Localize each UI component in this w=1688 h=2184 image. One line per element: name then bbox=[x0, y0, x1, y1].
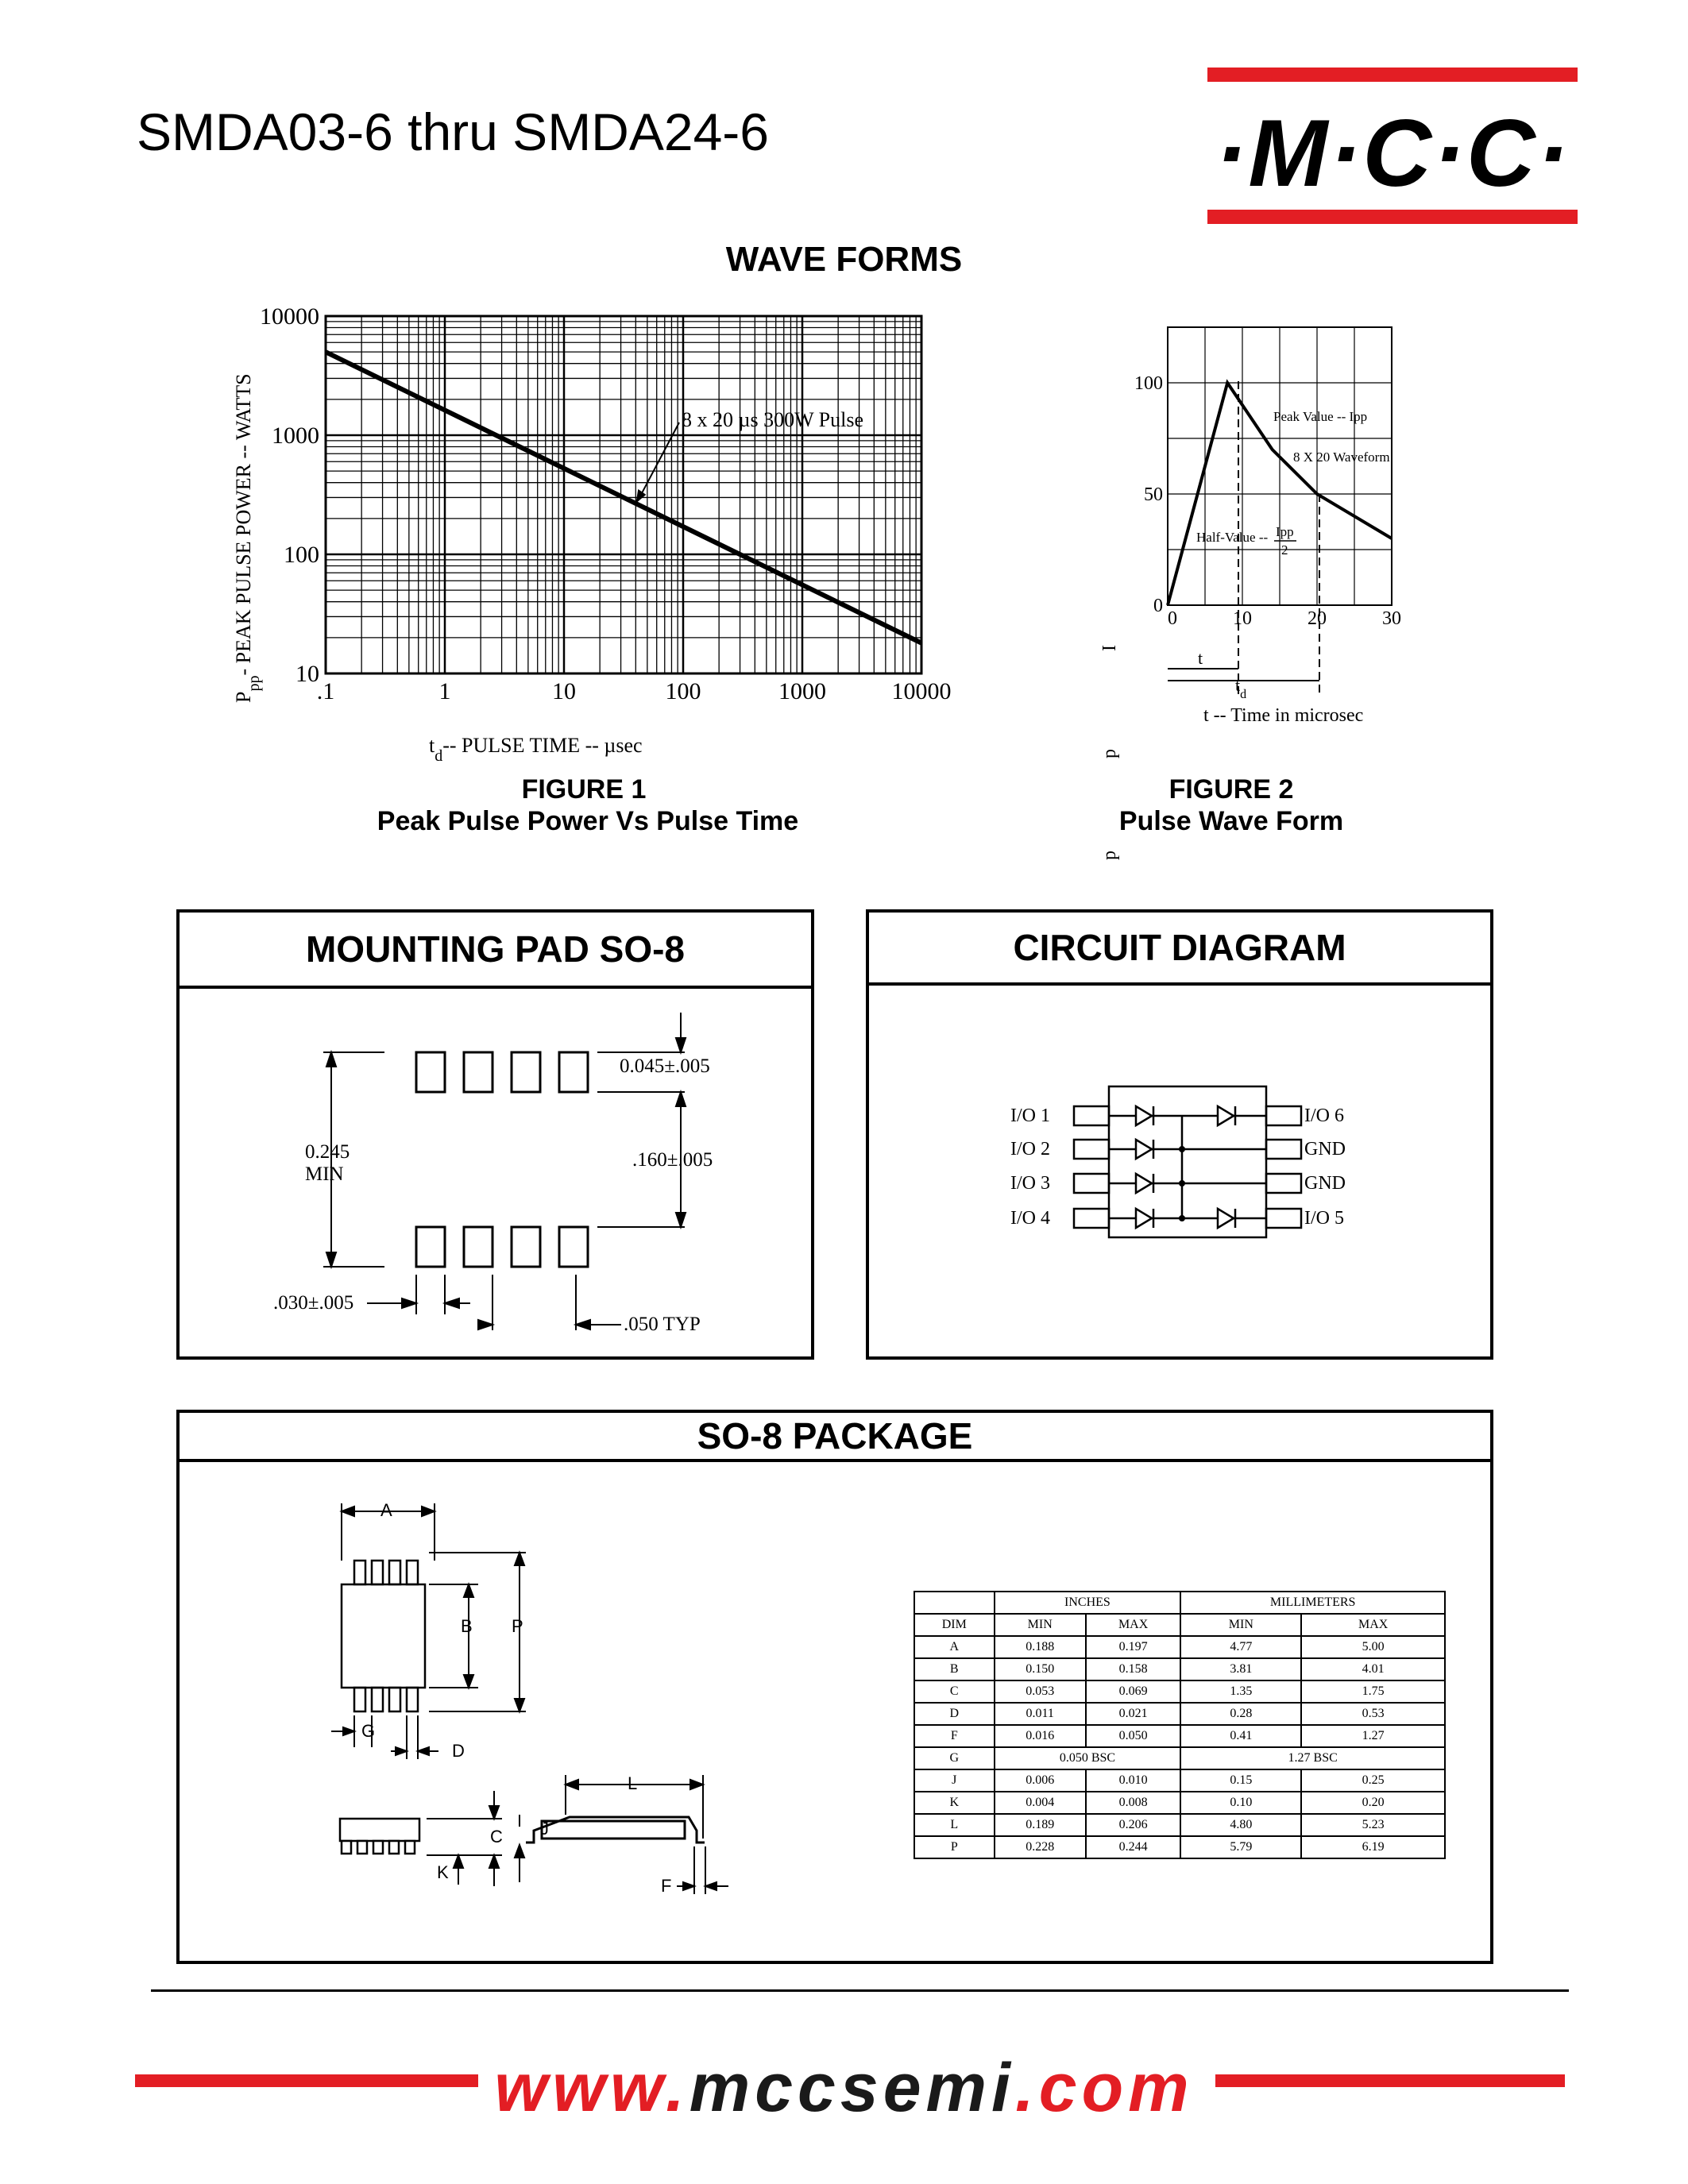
pad-bottom-3 bbox=[512, 1227, 540, 1267]
pad-bottom-2 bbox=[464, 1227, 492, 1267]
table-column-header: MIN bbox=[995, 1614, 1086, 1636]
figure2-xtick-label: 20 bbox=[1308, 608, 1327, 629]
pad-bottom-4 bbox=[559, 1227, 588, 1267]
figure2-caption-title: FIGURE 2 bbox=[1168, 774, 1294, 805]
table-cell: 0.011 bbox=[995, 1703, 1086, 1725]
figure1-caption-title: FIGURE 1 bbox=[521, 774, 647, 805]
table-row bbox=[914, 1658, 1445, 1680]
circuit-package-body bbox=[1109, 1086, 1266, 1237]
figure2-xtick-label: 0 bbox=[1168, 608, 1177, 629]
dim-label-J: J bbox=[540, 1819, 549, 1839]
figure1-annotation-arrow bbox=[639, 423, 679, 499]
circuit-pin-left-4 bbox=[1074, 1209, 1109, 1228]
table-cell: 0.069 bbox=[1086, 1680, 1180, 1703]
table-cell bbox=[914, 1592, 995, 1614]
circuit-pin-left-3 bbox=[1074, 1174, 1109, 1193]
table-header-row bbox=[914, 1614, 1445, 1636]
figure1-caption-subtitle: Peak Pulse Power Vs Pulse Time bbox=[377, 806, 799, 836]
figure2-label-td: $t_d$ bbox=[1235, 675, 1247, 701]
table-row bbox=[914, 1792, 1445, 1814]
dim-label-B: B bbox=[461, 1616, 473, 1636]
pad-label-height: 0.045±.005 bbox=[620, 1055, 710, 1077]
circuit-wiring bbox=[1109, 1116, 1266, 1218]
figure2-annotation-ipp: Ipp bbox=[1276, 524, 1294, 539]
table-row bbox=[914, 1814, 1445, 1836]
figure2-caption-subtitle: Pulse Wave Form bbox=[1118, 806, 1344, 836]
table-cell: 0.188 bbox=[995, 1636, 1086, 1658]
figure2-ytick-label: 50 bbox=[1144, 484, 1163, 505]
table-cell: G bbox=[914, 1747, 995, 1769]
table-cell: 1.35 bbox=[1180, 1680, 1301, 1703]
figure1-frame bbox=[326, 316, 921, 673]
url-prefix: www. bbox=[494, 2050, 689, 2126]
figure1-ytick-label: 100 bbox=[284, 542, 319, 568]
dim-label-L: L bbox=[628, 1773, 638, 1793]
table-cell: 0.150 bbox=[995, 1658, 1086, 1680]
pad-label-row-spacing: .160±.005 bbox=[632, 1149, 713, 1171]
package-drawing bbox=[176, 1410, 859, 1964]
figure2-ylabel-frag-3: p bbox=[1099, 851, 1120, 860]
figure2-label-t: t bbox=[1198, 648, 1203, 668]
circuit-pin-label-right-4: I/O 5 bbox=[1304, 1208, 1344, 1229]
table-row bbox=[914, 1769, 1445, 1792]
circuit-title: CIRCUIT DIAGRAM bbox=[869, 913, 1490, 986]
figure2-annotation-peak: Peak Value -- Ipp bbox=[1273, 409, 1368, 424]
figure1-xtick-label: .1 bbox=[316, 678, 335, 704]
figure2-annotation-half: Half-Value -- bbox=[1196, 530, 1269, 545]
table-cell: 6.19 bbox=[1301, 1836, 1445, 1858]
circuit-diodes bbox=[1136, 1106, 1235, 1228]
table-cell: 0.050 bbox=[1086, 1725, 1180, 1747]
pad-label-overall: 0.245 bbox=[305, 1141, 350, 1163]
pad-top-4 bbox=[559, 1052, 588, 1092]
table-cell: D bbox=[914, 1703, 995, 1725]
mounting-pad-drawing bbox=[176, 909, 814, 1360]
logo-bar-top bbox=[1207, 68, 1578, 82]
table-cell: 0.197 bbox=[1086, 1636, 1180, 1658]
figure2-xlabel: t -- Time in microsec bbox=[1203, 705, 1364, 726]
table-cell: 0.053 bbox=[995, 1680, 1086, 1703]
table-cell: F bbox=[914, 1725, 995, 1747]
table-cell: 0.021 bbox=[1086, 1703, 1180, 1725]
circuit-pin-left-1 bbox=[1074, 1106, 1109, 1125]
figure2-ytick-label: 0 bbox=[1153, 596, 1163, 616]
pad-label-pitch: .050 TYP bbox=[624, 1314, 701, 1335]
table-row bbox=[914, 1703, 1445, 1725]
url-suffix: .com bbox=[1014, 2050, 1194, 2126]
dimension-table bbox=[914, 1591, 1446, 1859]
package-lead-profile bbox=[526, 1817, 705, 1843]
figure2-ytick-label: 100 bbox=[1134, 373, 1163, 394]
circuit-pin-right-1 bbox=[1266, 1106, 1301, 1125]
table-cell: 0.20 bbox=[1301, 1792, 1445, 1814]
figure2-xtick-label: 30 bbox=[1382, 608, 1401, 629]
table-cell: B bbox=[914, 1658, 995, 1680]
table-row bbox=[914, 1725, 1445, 1747]
table-cell: 0.28 bbox=[1180, 1703, 1301, 1725]
table-cell: J bbox=[914, 1769, 995, 1792]
circuit-pin-right-2 bbox=[1266, 1140, 1301, 1159]
figure1-xtick-label: 1000 bbox=[778, 678, 826, 704]
table-cell: 4.77 bbox=[1180, 1636, 1301, 1658]
figure1-xlabel: $t_d--$ PULSE TIME -- µsec bbox=[429, 734, 643, 765]
table-column-header: DIM bbox=[914, 1614, 995, 1636]
circuit-pin-label-right-3: GND bbox=[1304, 1173, 1346, 1194]
table-cell: 5.23 bbox=[1301, 1814, 1445, 1836]
table-cell: 0.10 bbox=[1180, 1792, 1301, 1814]
table-cell: 0.050 BSC bbox=[995, 1747, 1181, 1769]
pad-top-2 bbox=[464, 1052, 492, 1092]
table-cell: 4.80 bbox=[1180, 1814, 1301, 1836]
table-cell: L bbox=[914, 1814, 995, 1836]
table-cell: 1.75 bbox=[1301, 1680, 1445, 1703]
footer-url[interactable] bbox=[0, 2049, 1688, 2128]
table-cell: 0.244 bbox=[1086, 1836, 1180, 1858]
table-row bbox=[914, 1680, 1445, 1703]
circuit-pin-label-left-2: I/O 2 bbox=[1010, 1139, 1050, 1160]
figure2-annotation-waveform: 8 X 20 Waveform bbox=[1293, 450, 1390, 465]
table-row bbox=[914, 1836, 1445, 1858]
url-main: mccsemi bbox=[689, 2050, 1015, 2126]
figure1-ytick-label: 1000 bbox=[272, 423, 319, 449]
figure1-chart bbox=[214, 294, 977, 770]
figure1-ytick-label: 10000 bbox=[260, 303, 319, 330]
page-title: SMDA03-6 thru SMDA24-6 bbox=[137, 102, 769, 161]
figure1-annotation: 8 x 20 µs 300W Pulse bbox=[682, 408, 864, 431]
figure1-arrowhead bbox=[635, 489, 646, 504]
dim-label-K: K bbox=[437, 1862, 449, 1882]
figure2-grid bbox=[1168, 327, 1392, 605]
section-title-waveforms: WAVE FORMS bbox=[725, 240, 963, 279]
package-title: SO-8 PACKAGE bbox=[180, 1413, 1490, 1462]
circuit-pin-label-right-1: I/O 6 bbox=[1304, 1106, 1344, 1126]
pad-label-width: .030±.005 bbox=[273, 1292, 354, 1314]
table-cell: 5.79 bbox=[1180, 1836, 1301, 1858]
circuit-pin-label-left-1: I/O 1 bbox=[1010, 1106, 1050, 1126]
figure1-grid bbox=[326, 316, 921, 673]
logo-bar-bottom bbox=[1207, 210, 1578, 224]
circuit-pin-right-3 bbox=[1266, 1174, 1301, 1193]
pad-bottom-1 bbox=[416, 1227, 445, 1267]
mcc-logo: ·M·C·C· bbox=[1215, 100, 1570, 206]
table-cell: 0.228 bbox=[995, 1836, 1086, 1858]
circuit-pin-left-2 bbox=[1074, 1140, 1109, 1159]
figure1-xtick-label: 1 bbox=[438, 678, 451, 704]
table-row bbox=[914, 1636, 1445, 1658]
table-cell: 1.27 bbox=[1301, 1725, 1445, 1747]
table-cell: 0.006 bbox=[995, 1769, 1086, 1792]
circuit-pin-label-right-2: GND bbox=[1304, 1139, 1346, 1160]
table-column-header: MAX bbox=[1301, 1614, 1445, 1636]
dim-label-P: P bbox=[512, 1616, 523, 1636]
table-column-header: MIN bbox=[1180, 1614, 1301, 1636]
figure1-xtick-label: 10000 bbox=[891, 678, 952, 704]
mounting-pad-title: MOUNTING PAD SO-8 bbox=[180, 913, 811, 989]
table-cell: 0.008 bbox=[1086, 1792, 1180, 1814]
circuit-pin-right-4 bbox=[1266, 1209, 1301, 1228]
table-cell: 0.206 bbox=[1086, 1814, 1180, 1836]
table-cell: 0.158 bbox=[1086, 1658, 1180, 1680]
table-cell: 5.00 bbox=[1301, 1636, 1445, 1658]
table-cell: 0.004 bbox=[995, 1792, 1086, 1814]
table-cell: 0.15 bbox=[1180, 1769, 1301, 1792]
pad-top-3 bbox=[512, 1052, 540, 1092]
dim-label-G: G bbox=[361, 1721, 376, 1741]
dim-label-D: D bbox=[452, 1741, 465, 1761]
table-group-header: MILLIMETERS bbox=[1180, 1592, 1445, 1614]
circuit-pin-label-left-3: I/O 3 bbox=[1010, 1173, 1050, 1194]
table-cell: 1.27 BSC bbox=[1180, 1747, 1445, 1769]
dim-label-F: F bbox=[661, 1876, 672, 1896]
circuit-drawing bbox=[866, 909, 1493, 1360]
package-body-top bbox=[342, 1584, 425, 1688]
table-cell: 0.25 bbox=[1301, 1769, 1445, 1792]
pad-top-1 bbox=[416, 1052, 445, 1092]
package-side-view bbox=[340, 1819, 419, 1854]
table-cell: A bbox=[914, 1636, 995, 1658]
figure1-xtick-label: 10 bbox=[552, 678, 576, 704]
table-cell: 0.010 bbox=[1086, 1769, 1180, 1792]
table-cell: C bbox=[914, 1680, 995, 1703]
figure2-annotation-two: 2 bbox=[1281, 542, 1288, 558]
table-group-header: INCHES bbox=[995, 1592, 1181, 1614]
table-cell: 4.01 bbox=[1301, 1658, 1445, 1680]
figure2-xtick-label: 10 bbox=[1233, 608, 1252, 629]
figure1-ytick-label: 10 bbox=[295, 661, 319, 687]
table-cell: 0.016 bbox=[995, 1725, 1086, 1747]
figure2-ylabel-frag-2: p bbox=[1099, 749, 1120, 758]
table-cell: P bbox=[914, 1836, 995, 1858]
footer-rule bbox=[151, 1989, 1569, 1992]
figure1-ylabel: $P_{pp}-$ PEAK PULSE POWER -- WATTS bbox=[232, 373, 263, 703]
table-cell: 3.81 bbox=[1180, 1658, 1301, 1680]
table-cell: 0.53 bbox=[1301, 1703, 1445, 1725]
table-cell: 0.41 bbox=[1180, 1725, 1301, 1747]
table-column-header: MAX bbox=[1086, 1614, 1180, 1636]
table-group-header-row bbox=[914, 1592, 1445, 1614]
dim-label-C: C bbox=[490, 1827, 503, 1846]
dim-label-A: A bbox=[380, 1500, 392, 1520]
table-cell: K bbox=[914, 1792, 995, 1814]
figure1-xtick-label: 100 bbox=[665, 678, 701, 704]
pad-label-overall-min: MIN bbox=[305, 1163, 344, 1185]
circuit-pin-label-left-4: I/O 4 bbox=[1010, 1208, 1050, 1229]
table-row bbox=[914, 1747, 1445, 1769]
figure2-ylabel-frag-1: I bbox=[1099, 645, 1120, 651]
table-cell: 0.189 bbox=[995, 1814, 1086, 1836]
